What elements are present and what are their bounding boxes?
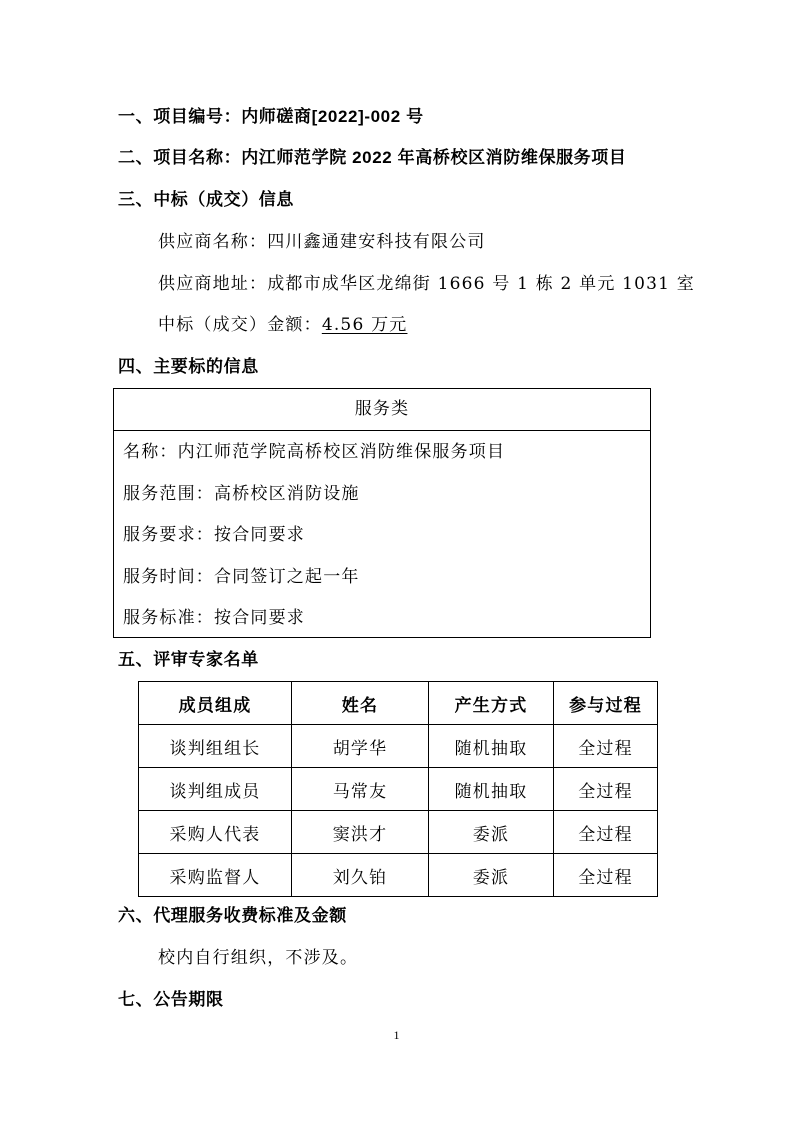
subject-row-period: 服务时间：合同签订之起一年 bbox=[123, 567, 360, 587]
table-row bbox=[139, 768, 658, 811]
column-header-role: 成员组成 bbox=[139, 682, 292, 725]
supplier-address: 供应商地址：成都市成华区龙绵街 1666 号 1 栋 2 单元 1031 室 bbox=[158, 274, 695, 294]
table-cell: 采购监督人 bbox=[139, 854, 292, 897]
project-name-heading: 二、项目名称：内江师范学院 2022 年高桥校区消防维保服务项目 bbox=[118, 148, 627, 167]
column-header-participation: 参与过程 bbox=[554, 682, 658, 725]
table-row bbox=[139, 854, 658, 897]
subject-row-standard: 服务标准：按合同要求 bbox=[123, 608, 305, 628]
subject-row-name: 名称：内江师范学院高桥校区消防维保服务项目 bbox=[123, 442, 506, 462]
award-amount-value: 4.56 万元 bbox=[321, 315, 408, 335]
table-cell: 随机抽取 bbox=[429, 768, 554, 811]
table-row bbox=[139, 811, 658, 854]
table-cell: 刘久铂 bbox=[292, 854, 429, 897]
table-cell: 全过程 bbox=[554, 725, 658, 768]
column-header-selection: 产生方式 bbox=[429, 682, 554, 725]
table-cell: 随机抽取 bbox=[429, 725, 554, 768]
agency-fee-heading: 六、代理服务收费标准及金额 bbox=[118, 906, 347, 925]
table-cell: 全过程 bbox=[554, 854, 658, 897]
subject-info-box bbox=[113, 388, 651, 638]
expert-list-table bbox=[138, 681, 658, 897]
table-cell: 谈判组组长 bbox=[139, 725, 292, 768]
table-cell: 马常友 bbox=[292, 768, 429, 811]
notice-period-heading: 七、公告期限 bbox=[118, 990, 224, 1009]
award-amount-line bbox=[158, 313, 407, 337]
table-row bbox=[139, 725, 658, 768]
table-cell: 委派 bbox=[429, 854, 554, 897]
table-cell: 胡学华 bbox=[292, 725, 429, 768]
subject-row-requirement: 服务要求：按合同要求 bbox=[123, 525, 305, 545]
agency-fee-body: 校内自行组织，不涉及。 bbox=[158, 948, 359, 968]
expert-list-heading: 五、评审专家名单 bbox=[118, 650, 259, 669]
table-cell: 全过程 bbox=[554, 768, 658, 811]
table-cell: 委派 bbox=[429, 811, 554, 854]
column-header-name: 姓名 bbox=[292, 682, 429, 725]
supplier-name: 供应商名称：四川鑫通建安科技有限公司 bbox=[158, 232, 486, 252]
table-cell: 采购人代表 bbox=[139, 811, 292, 854]
table-header-row bbox=[139, 682, 658, 725]
subject-row-scope: 服务范围：高桥校区消防设施 bbox=[123, 484, 360, 504]
table-cell: 窦洪才 bbox=[292, 811, 429, 854]
project-number-heading: 一、项目编号：内师磋商[2022]-002 号 bbox=[118, 107, 424, 126]
award-info-heading: 三、中标（成交）信息 bbox=[118, 190, 294, 209]
award-amount-label: 中标（成交）金额： bbox=[158, 315, 322, 335]
main-subject-heading: 四、主要标的信息 bbox=[118, 357, 259, 376]
table-cell: 全过程 bbox=[554, 811, 658, 854]
page-number: 1 bbox=[393, 1028, 400, 1042]
table-cell: 谈判组成员 bbox=[139, 768, 292, 811]
subject-category: 服务类 bbox=[114, 389, 650, 431]
